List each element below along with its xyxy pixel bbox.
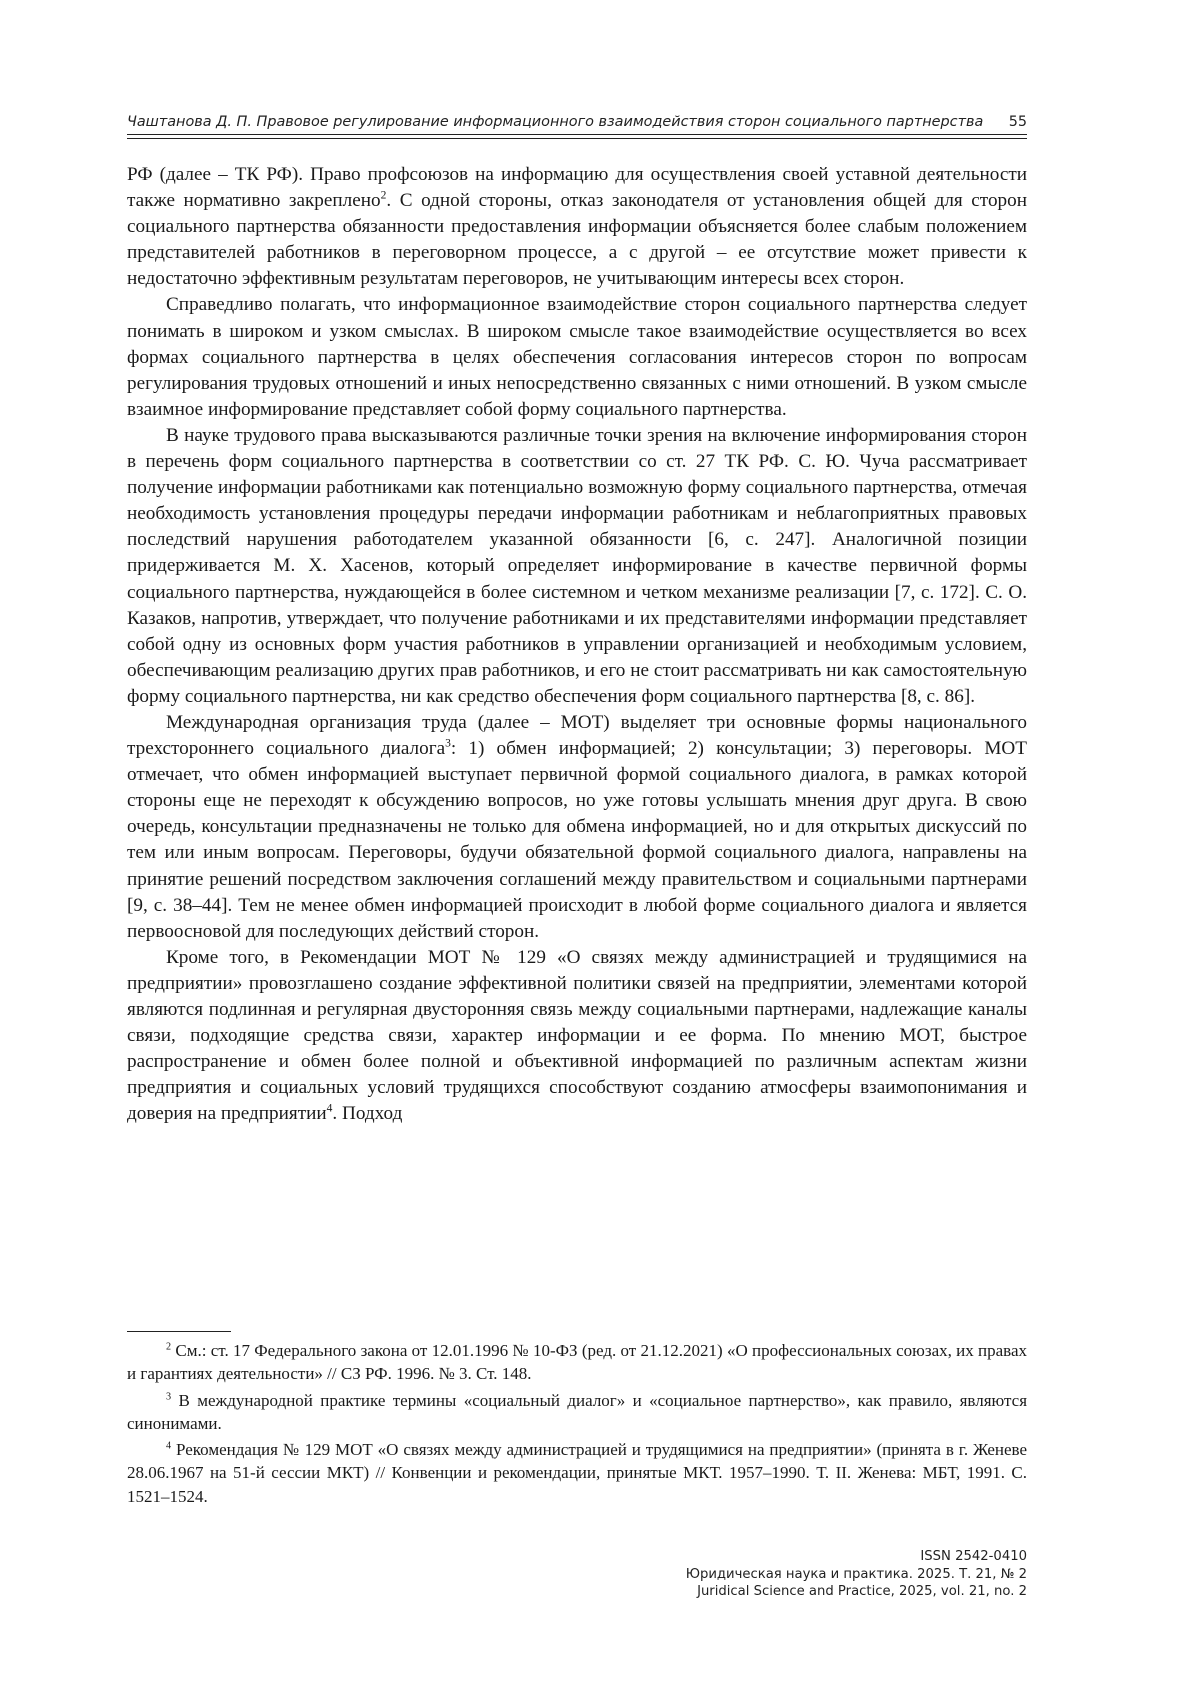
page-number: 55 — [1008, 114, 1027, 130]
running-header — [127, 112, 1027, 132]
footnotes — [127, 1339, 1027, 1511]
main-text — [127, 162, 1027, 1127]
paragraph-1: РФ (далее – ТК РФ). Право профсоюзов на информацию для осуществления своей уставной деятельности также нормативно закреплено$^2$. С одной стороны, отказ законодателя от установления общей для сторон социального партнерства обязанности предоставления информации объясняется более слабым положением представителей работников в переговорном процессе, а с другой – ее отсутствие может привести к недостаточно эффективным результатам переговоров, не учитывающим интересы всех сторон. — [127, 164, 1027, 290]
footnote-separator — [127, 1331, 231, 1332]
footnote-text: См.: ст. 17 Федерального закона от 12.01.1996 № 10-ФЗ (ред. от 21.12.2021) «О профессиональных союзах, их правах и гарантиях деятельности» // СЗ РФ. 1996. № 3. Ст. 148. — [127, 1341, 1028, 1384]
footnote-3 — [127, 1389, 1027, 1436]
header-rule-thin — [127, 138, 1027, 139]
footnote-2 — [127, 1339, 1027, 1386]
footnote-number: 4 — [166, 1440, 172, 1452]
footnote-ref-2: 2 — [380, 189, 387, 202]
paragraph-3: В науке трудового права высказываются различные точки зрения на включение информирования сторон в перечень форм социального партнерства в соответствии со ст. 27 ТК РФ. С. Ю. Чуча рассматривает получение информации работниками как потенциально возможную форму социального партнерства, отмечая необходимость установления процедуры передачи информации работникам и неблагоприятных правовых последствий нарушения работодателем указанной обязанности [6, с. 247]. Аналогичной позиции придерживается М. Х. Хасенов, который определяет информирование в качестве первичной формы социального партнерства, нуждающейся в более системном и четком механизме реализации [7, с. 172]. С. О. Казаков, напротив, утверждает, что получение работниками и их представителями информации представляет собой одну из основных форм участия работников в управлении организацией и необходимым условием, обеспечивающим реализацию других прав работников, и его не стоит рассматривать ни как самостоятельную форму социального партнерства, ни как средство обеспечения форм социального партнерства [8, с. 86]. — [127, 424, 1027, 707]
journal-citation-en: Juridical Science and Practice, 2025, vol. 21, no. 2 — [697, 1584, 1027, 1600]
paragraph-2: Справедливо полагать, что информационное взаимодействие сторон социального партнерства следует понимать в широком и узком смыслах. В широком смысле такое взаимодействие осуществляется во всех формах социального партнерства в целях обеспечения согласования интересов сторон по вопросам регулирования трудовых отношений и иных непосредственно связанных с ними отношений. В узком смысле взаимное информирование представляет собой форму социального партнерства. — [127, 294, 1027, 420]
journal-footer — [686, 1548, 1027, 1601]
issn: ISSN 2542-0410 — [920, 1549, 1027, 1564]
footnote-number: 2 — [166, 1341, 172, 1353]
footnote-ref-3: 3 — [445, 737, 451, 750]
footnote-4 — [127, 1438, 1027, 1508]
header-rule-thick — [127, 134, 1027, 135]
footnote-text: Рекомендация № 129 МОТ «О связях между администрацией и трудящимися на предприятии» (принята в г. Женеве 28.06.1967 на 51-й сессии МКТ) // Конвенции и рекомендации, принятые МКТ. 1957–1990. Т. II. Женева: МБТ, 1991. С. 1521–1524. — [127, 1440, 1028, 1506]
footnote-text: В международной практике термины «социальный диалог» и «социальное партнерство», как правило, являются синонимами. — [127, 1390, 1028, 1433]
footnote-number: 3 — [166, 1390, 172, 1402]
journal-citation-ru: Юридическая наука и практика. 2025. Т. 21, № 2 — [685, 1566, 1027, 1582]
paragraph-4: Международная организация труда (далее – МОТ) выделяет три основные формы национального трехстороннего социального диалога$^3$: 1) обмен информацией; 2) консультации; 3) переговоры. МОТ отмечает, что обмен информацией выступает первичной формой социального диалога, в рамках которой стороны еще не переходят к обсуждению вопросов, но уже готовы услышать мнения друг друга. В свою очередь, консультации предназначены не только для обмена информацией, но и для открытых дискуссий по тем или иным вопросам. Переговоры, будучи обязательной формой социального диалога, направлены на принятие решений посредством заключения соглашений между правительством и социальными партнерами [9, с. 38–44]. Тем не менее обмен информацией происходит в любой форме социального диалога и является первоосновой для последующих действий сторон. — [127, 711, 1027, 942]
running-title: Чаштанова Д. П. Правовое регулирование информационного взаимодействия сторон социального партнерства — [127, 114, 984, 130]
paragraph-5: Кроме того, в Рекомендации МОТ № 129 «О связях между администрацией и трудящимися на предприятии» провозглашено создание эффективной политики связей на предприятии, элементами которой являются подлинная и регулярная двусторонняя связь между социальными партнерами, надлежащие каналы связи, подходящие средства связи, характер информации и ее форма. По мнению МОТ, быстрое распространение и обмен более полной и объективной информацией по различным аспектам жизни предприятия и социальных условий трудящихся способствуют созданию атмосферы взаимопонимания и доверия на предприятии$^4$. Подход — [127, 946, 1027, 1125]
footnote-ref-4: 4 — [326, 1102, 333, 1115]
